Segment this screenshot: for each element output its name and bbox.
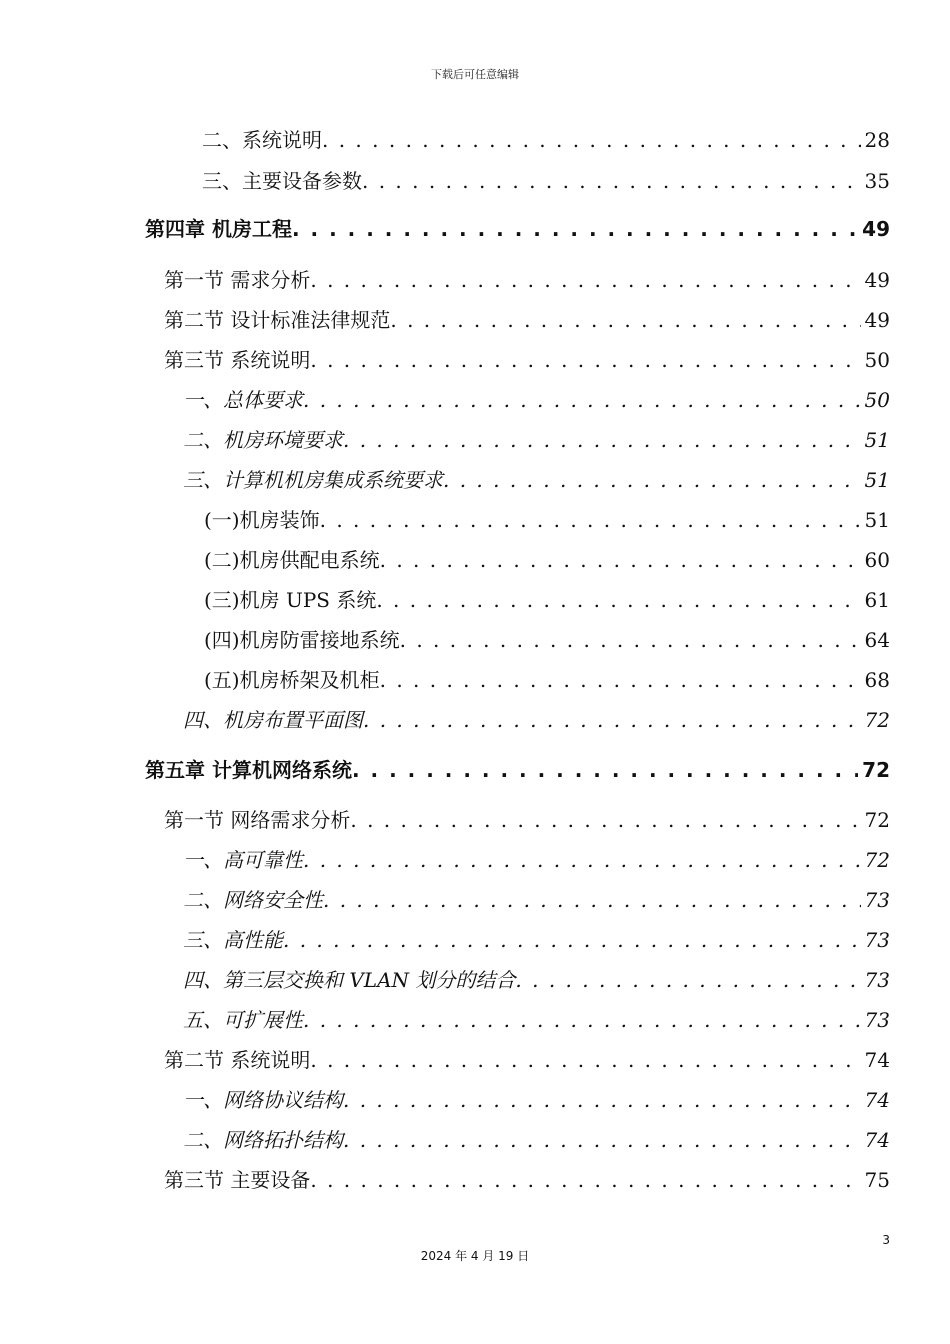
- toc-entry-page: 73: [864, 1008, 890, 1032]
- toc-entry-title: 四、第三层交换和 VLAN 划分的结合: [183, 968, 516, 992]
- toc-entry-title: 一、高可靠性: [183, 848, 303, 872]
- toc-entry-title: 二、系统说明: [202, 128, 322, 152]
- toc-leader-dots: [350, 808, 860, 832]
- toc-leader-dots: [380, 668, 861, 692]
- toc-entry[interactable]: [183, 1084, 890, 1113]
- toc-entry-page: 64: [864, 628, 890, 652]
- toc-entry[interactable]: [164, 344, 890, 373]
- toc-entry[interactable]: [204, 504, 890, 533]
- toc-entry-page: 74: [864, 1048, 890, 1072]
- toc-leader-dots: [310, 1048, 860, 1072]
- toc-leader-dots: [322, 128, 861, 152]
- toc-entry-page: 50: [864, 348, 890, 372]
- toc-entry-page: 75: [864, 1168, 890, 1192]
- toc-entry[interactable]: [204, 584, 890, 613]
- toc-entry-title: 二、网络安全性: [183, 888, 323, 912]
- toc-entry[interactable]: [183, 464, 890, 493]
- toc-entry-page: 74: [864, 1128, 890, 1152]
- toc-entry-page: 72: [864, 808, 890, 832]
- toc-leader-dots: [320, 508, 861, 532]
- toc-entry-page: 73: [864, 888, 890, 912]
- toc-chapter-entry[interactable]: [145, 213, 890, 242]
- toc-entry[interactable]: [183, 844, 890, 873]
- toc-entry[interactable]: [183, 1004, 890, 1033]
- toc-entry[interactable]: [164, 1044, 890, 1073]
- toc-leader-dots: [310, 1168, 860, 1192]
- toc-entry[interactable]: [183, 424, 890, 453]
- toc-entry-title: (五)机房桥架及机柜: [204, 668, 380, 692]
- toc-leader-dots: [283, 928, 861, 952]
- toc-entry-page: 74: [864, 1088, 890, 1112]
- toc-entry[interactable]: [204, 664, 890, 693]
- toc-leader-dots: [362, 169, 861, 193]
- toc-entry-title: 第二节 设计标准法律规范: [164, 308, 391, 332]
- toc-leader-dots: [400, 628, 861, 652]
- footer-date: 2024 年 4 月 19 日: [420, 1249, 530, 1263]
- toc-entry-title: 第二节 系统说明: [164, 1048, 311, 1072]
- toc-entry-title: 五、可扩展性: [183, 1008, 303, 1032]
- toc-entry-title: 第一节 网络需求分析: [164, 808, 351, 832]
- toc-entry-title: (二)机房供配电系统: [204, 548, 380, 572]
- toc-leader-dots: [390, 308, 860, 332]
- toc-entry-title: 三、高性能: [183, 928, 283, 952]
- toc-entry[interactable]: [204, 544, 890, 573]
- toc-entry-title: 二、网络拓扑结构: [183, 1128, 343, 1152]
- toc-entry-title: 一、总体要求: [183, 388, 303, 412]
- toc-leader-dots: [303, 848, 861, 872]
- toc-entry[interactable]: [202, 165, 890, 194]
- toc-leader-dots: [352, 758, 858, 782]
- toc-entry-page: 60: [864, 548, 890, 572]
- toc-entry-page: 49: [864, 268, 890, 292]
- toc-entry-page: 51: [864, 428, 890, 452]
- toc-leader-dots: [343, 428, 861, 452]
- toc-entry[interactable]: [202, 124, 890, 153]
- toc-entry[interactable]: [183, 704, 890, 733]
- toc-entry-page: 68: [864, 668, 890, 692]
- toc-entry-page: 49: [864, 308, 890, 332]
- page-header: 下载后可任意编辑: [431, 68, 519, 81]
- toc-entry[interactable]: [183, 384, 890, 413]
- toc-entry[interactable]: [183, 964, 890, 993]
- toc-leader-dots: [303, 1008, 861, 1032]
- toc-entry-page: 35: [864, 169, 890, 193]
- toc-entry-page: 72: [864, 708, 890, 732]
- toc-entry-title: 三、主要设备参数: [202, 169, 362, 193]
- toc-entry[interactable]: [204, 624, 890, 653]
- toc-entry-page: 72: [862, 758, 890, 782]
- toc-entry-title: 第一节 需求分析: [164, 268, 311, 292]
- toc-entry-title: 第五章 计算机网络系统: [145, 758, 352, 782]
- toc-entry-page: 28: [864, 128, 890, 152]
- page-number: 3: [882, 1233, 890, 1247]
- toc-chapter-entry[interactable]: [145, 754, 890, 783]
- toc-entry-page: 49: [862, 217, 890, 241]
- toc-entry-title: (四)机房防雷接地系统: [204, 628, 400, 652]
- toc-entry[interactable]: [183, 884, 890, 913]
- toc-leader-dots: [343, 1128, 861, 1152]
- toc-entry-title: 第四章 机房工程: [145, 217, 292, 241]
- toc-leader-dots: [303, 388, 861, 412]
- toc-entry-page: 73: [864, 968, 890, 992]
- toc-entry-page: 73: [864, 928, 890, 952]
- toc-entry-page: 51: [864, 468, 890, 492]
- toc-entry-title: 第三节 系统说明: [164, 348, 311, 372]
- toc-leader-dots: [323, 888, 861, 912]
- toc-entry-title: (一)机房装饰: [204, 508, 320, 532]
- toc-leader-dots: [363, 708, 861, 732]
- toc-entry[interactable]: [164, 304, 890, 333]
- toc-leader-dots: [376, 588, 860, 612]
- toc-entry[interactable]: [183, 1124, 890, 1153]
- toc-entry-title: 第三节 主要设备: [164, 1168, 311, 1192]
- toc-entry[interactable]: [183, 924, 890, 953]
- toc-entry[interactable]: [164, 804, 890, 833]
- toc-entry-page: 72: [864, 848, 890, 872]
- toc-leader-dots: [443, 468, 861, 492]
- toc-entry-page: 51: [864, 508, 890, 532]
- toc-leader-dots: [515, 968, 860, 992]
- toc-entry-title: 四、机房布置平面图: [183, 708, 363, 732]
- toc-entry-title: 一、网络协议结构: [183, 1088, 343, 1112]
- toc-entry[interactable]: [164, 264, 890, 293]
- toc-leader-dots: [343, 1088, 861, 1112]
- toc-entry[interactable]: [164, 1164, 890, 1193]
- toc-entry-title: 三、计算机机房集成系统要求: [183, 468, 443, 492]
- toc-entry-title: (三)机房 UPS 系统: [204, 588, 377, 612]
- toc-leader-dots: [292, 217, 858, 241]
- toc-leader-dots: [310, 348, 860, 372]
- toc-leader-dots: [380, 548, 861, 572]
- toc-entry-page: 50: [864, 388, 890, 412]
- toc-leader-dots: [310, 268, 860, 292]
- toc-entry-title: 二、机房环境要求: [183, 428, 343, 452]
- toc-entry-page: 61: [864, 588, 890, 612]
